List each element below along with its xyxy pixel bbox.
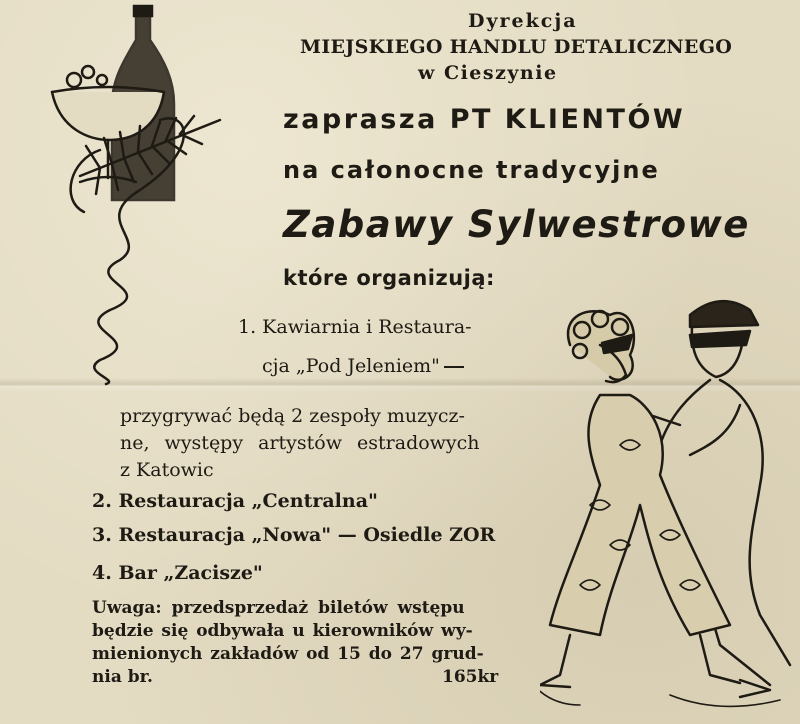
- event-title: Zabawy Sylwestrowe: [283, 203, 750, 246]
- venue-1-line-1: 1. Kawiarnia i Restaura-: [238, 316, 472, 338]
- venue-1-desc-2: ne, występy artystów estradowych: [120, 432, 480, 454]
- venue-2: 2. Restauracja „Centralna": [92, 490, 378, 512]
- em-dash-rule: [444, 366, 464, 368]
- masked-dancing-couple-icon: [540, 285, 800, 720]
- venue-1-name: cja „Pod Jeleniem": [262, 355, 440, 377]
- note-line-1: Uwaga: przedsprzedaż biletów wstępu: [92, 598, 465, 618]
- champagne-bottle-glass-pine-icon: [40, 0, 240, 390]
- note-line-2: będzie się odbywała u kierowników wy-: [92, 621, 473, 641]
- venue-3: 3. Restauracja „Nowa" — Osiedle ZOR: [92, 524, 496, 546]
- invitation-line-2: na całonocne tradycyjne: [283, 156, 660, 184]
- note-line-4: nia br.: [92, 667, 153, 687]
- venue-1-desc-1: przygrywać będą 2 zespoły muzycz-: [120, 405, 465, 427]
- invitation-line-1: zaprasza PT KLIENTÓW: [283, 104, 686, 135]
- organizers-intro: które organizują:: [283, 266, 495, 290]
- venue-4: 4. Bar „Zacisze": [92, 562, 263, 584]
- note-line-3: mienionych zakładów od 15 do 27 grud-: [92, 644, 484, 664]
- venue-1-line-2: [262, 355, 464, 377]
- header-line-1: Dyrekcja: [468, 10, 578, 32]
- header-line-2: MIEJSKIEGO HANDLU DETALICZNEGO: [300, 36, 733, 58]
- ad-code: 165kr: [442, 667, 499, 687]
- header-line-3: w Cieszynie: [418, 62, 558, 84]
- venue-1-desc-3: z Katowic: [120, 459, 214, 481]
